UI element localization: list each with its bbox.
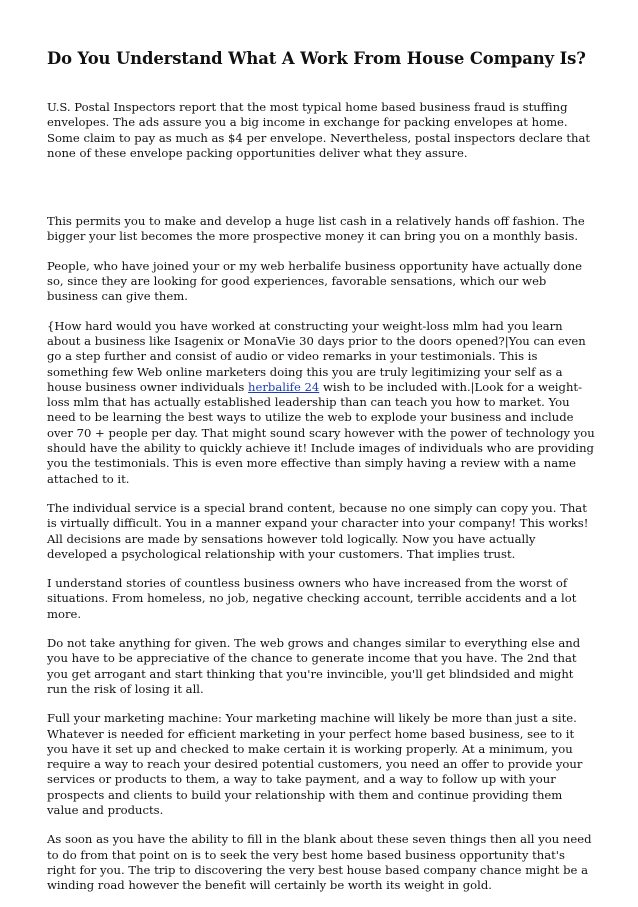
paragraph-2: This permits you to make and develop a huge list cash in a relatively hands off fashion. The bigger your list becomes the more prospective money it can bring you on a monthly basis. [47, 214, 585, 244]
paragraph-4-after: wish to be included with.|Look for a weight-loss mlm that has actually established leadership than can teach you how to market. You need to be learning the best ways to utilize the web to explode your business and include over 70 + people per day. That might sound scary however with the power of technology you should have the ability to quickly achieve it! Include images of individuals who are providing you the testimonials. This is even more effective than simply having a review with a name attached to it. [47, 379, 595, 486]
page-title: Do You Understand What A Work From House Company Is? [47, 49, 586, 68]
paragraph-9: As soon as you have the ability to fill in the blank about these seven things then all you need to do from that point on is to seek the very best home based business opportunity that's right for you. The trip to discovering the very best house based company chance might be a winding road however the benefit will certainly be worth its weight in gold. [47, 832, 592, 893]
paragraph-5: The individual service is a special brand content, because no one simply can copy you. That is virtually difficult. You in a manner expand your character into your company! This works! All decisions are made by sensations however told logically. Now you have actually developed a psychological relationship with your customers. That implies trust. [47, 500, 589, 561]
paragraph-7: Do not take anything for given. The web grows and changes similar to everything else and you have to be appreciative of the chance to generate income that you have. The 2nd that you get arrogant and start thinking that you're invincible, you'll get blindsided and might run the risk of losing it all. [47, 636, 581, 696]
paragraph-1: U.S. Postal Inspectors report that the most typical home based business fraud is stuffing envelopes. The ads assure you a big income in exchange for packing envelopes at home. Some claim to pay as much as $4 per envelope. Nevertheless, postal inspectors declare that none of these envelope packing opportunities deliver what they assure. [47, 100, 591, 160]
paragraph-4-before: {How hard would you have worked at constructing your weight-loss mlm had you learn about a business like Isagenix or MonaVie 30 days prior to the doors opened?|You can even go a step further and consist of audio or video remarks in your testimonials. This is something few Web online marketers doing this you are truly legitimizing your self as a house business owner individuals [47, 318, 586, 394]
document-page [47, 48, 597, 907]
paragraph-6: I understand stories of countless business owners who have increased from the worst of situations. From homeless, no job, negative checking account, terrible accidents and a lot more. [47, 576, 577, 621]
paragraph-3: People, who have joined your or my web herbalife business opportunity have actually done so, since they are looking for good experiences, favorable sensations, which our web business can give them. [47, 258, 583, 304]
paragraph-4 [47, 319, 597, 487]
paragraph-8: Full your marketing machine: Your marketing machine will likely be more than just a site. Whatever is needed for efficient marketing in your perfect home based business, see to it you have it set up and checked to make certain it is working properly. At a minimum, you require a way to reach your desired potential customers, you need an offer to provide your services or products to them, a way to take payment, and a way to follow up with your prospects and clients to build your relationship with them and continue providing them value and products. [47, 711, 583, 817]
herbalife-link[interactable]: herbalife 24 [248, 379, 320, 394]
